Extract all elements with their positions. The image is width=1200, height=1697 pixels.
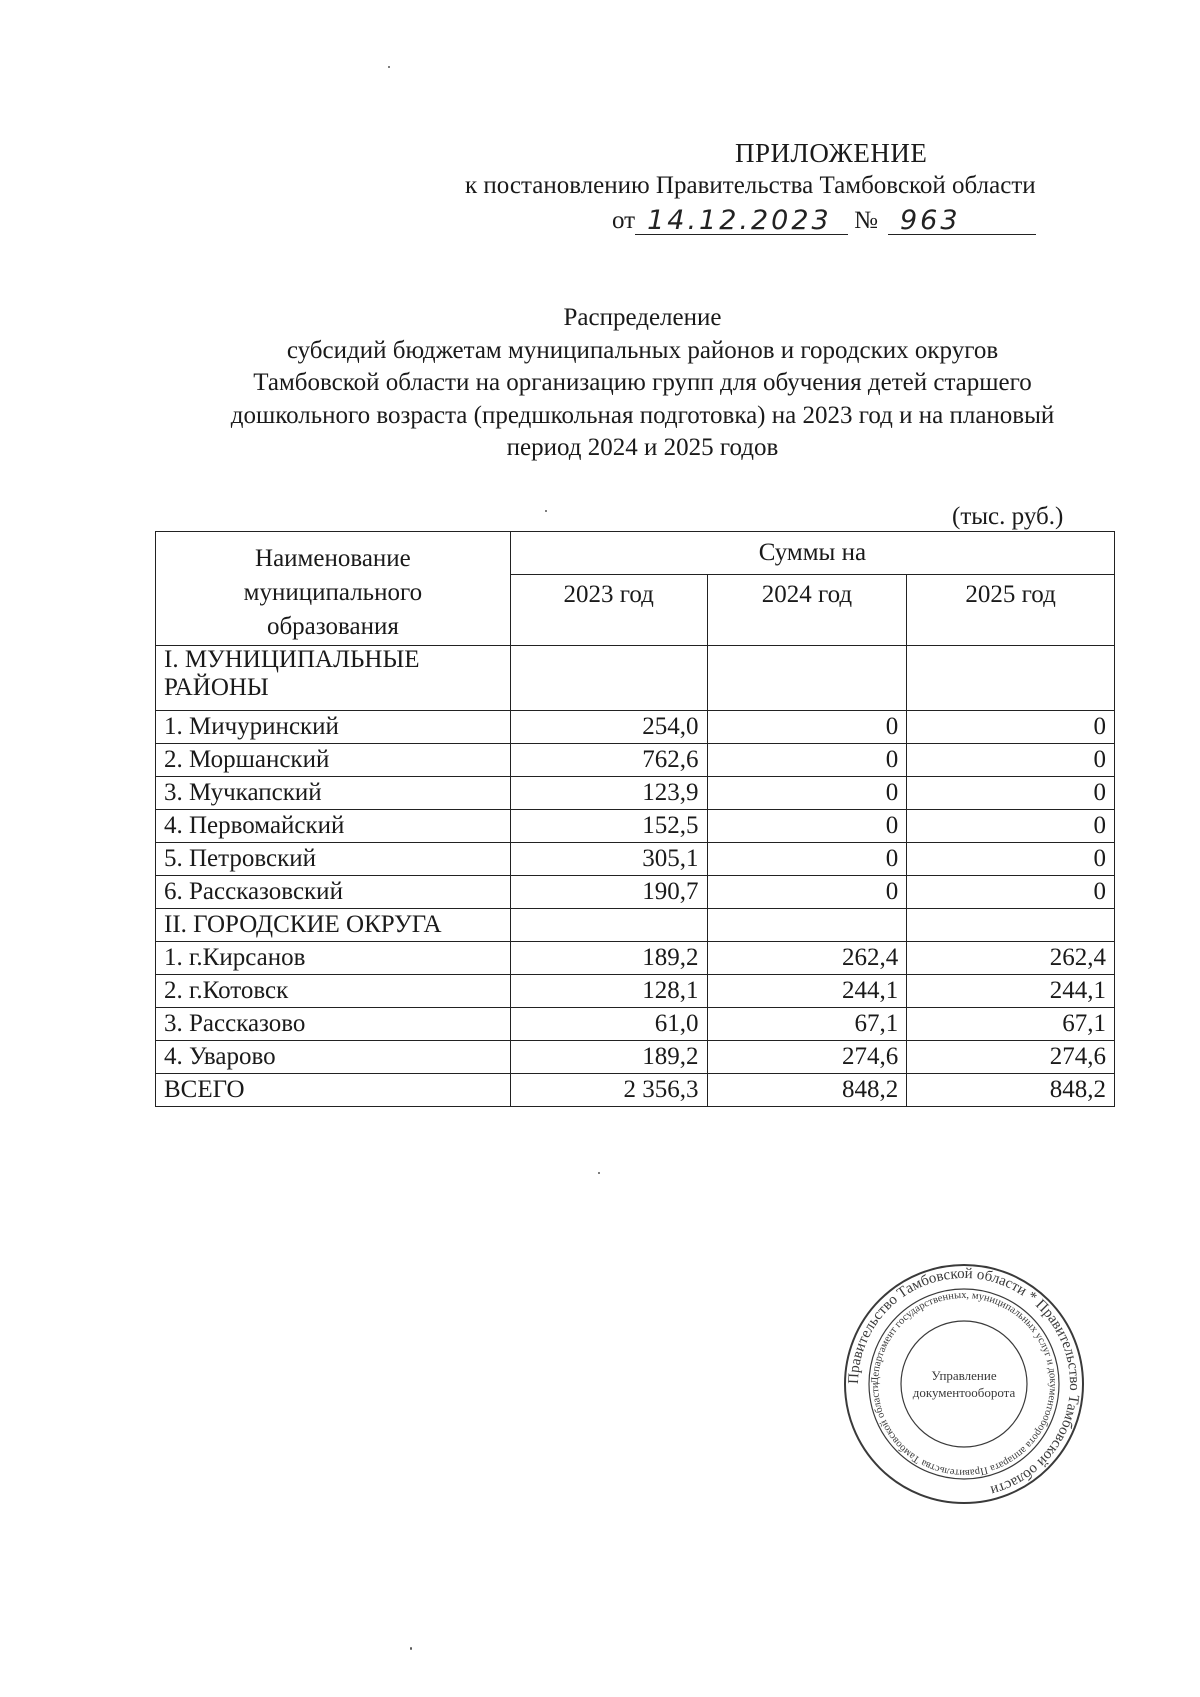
section-title-line: РАЙОНЫ bbox=[164, 674, 269, 701]
value-2024: 0 bbox=[707, 876, 907, 909]
value-2023: 128,1 bbox=[510, 975, 707, 1008]
table-row bbox=[156, 777, 1115, 810]
municipality-name: 3. Рассказово bbox=[156, 1008, 511, 1041]
header-municipality-line: муниципального bbox=[243, 579, 423, 606]
section-city-districts bbox=[156, 909, 1115, 942]
value-2023: 762,6 bbox=[510, 744, 707, 777]
municipality-name: 6. Рассказовский bbox=[156, 876, 511, 909]
date-prefix: от bbox=[612, 207, 636, 234]
seal-inner-text bbox=[870, 1290, 1058, 1478]
value-2023: 190,7 bbox=[510, 876, 707, 909]
value-2024: 274,6 bbox=[707, 1041, 907, 1074]
handwritten-date: 14.12.2023 bbox=[635, 208, 848, 235]
document-title-line: период 2024 и 2025 годов bbox=[506, 434, 779, 461]
value-2024: 0 bbox=[707, 744, 907, 777]
document-title-line: дошкольного возраста (предшкольная подготовка) на 2023 год и на плановый bbox=[230, 401, 1055, 429]
seal-outer-textpath: Правительство Тамбовской области * Правительство Тамбовской области bbox=[845, 1265, 1083, 1499]
appendix-dateline bbox=[612, 207, 1036, 235]
official-seal bbox=[842, 1262, 1086, 1506]
municipality-name: 1. Мичуринский bbox=[156, 711, 511, 744]
scan-speck bbox=[598, 1172, 600, 1174]
appendix-title: ПРИЛОЖЕНИЕ bbox=[735, 138, 928, 168]
value-2025: 67,1 bbox=[907, 1008, 1115, 1041]
subsidy-table bbox=[155, 531, 1115, 1107]
value-2025: 0 bbox=[907, 744, 1115, 777]
municipality-name: 1. г.Кирсанов bbox=[156, 942, 511, 975]
header-year-2025: 2025 год bbox=[907, 575, 1115, 646]
seal-middle-circle bbox=[869, 1289, 1059, 1479]
scan-speck bbox=[545, 510, 547, 512]
value-2023: 61,0 bbox=[510, 1008, 707, 1041]
municipality-name: 3. Мучкапский bbox=[156, 777, 511, 810]
header-year-2024: 2024 год bbox=[707, 575, 907, 646]
section-title: II. ГОРОДСКИЕ ОКРУГА bbox=[156, 909, 511, 942]
number-sign: № bbox=[854, 207, 878, 234]
value-2025: 0 bbox=[907, 876, 1115, 909]
municipality-name: 5. Петровский bbox=[156, 843, 511, 876]
value-2023: 189,2 bbox=[510, 942, 707, 975]
table-row bbox=[156, 711, 1115, 744]
empty-cell bbox=[907, 646, 1115, 711]
header-municipality bbox=[156, 532, 511, 646]
value-2024: 244,1 bbox=[707, 975, 907, 1008]
empty-cell bbox=[707, 646, 907, 711]
total-2023: 2 356,3 bbox=[510, 1074, 707, 1107]
total-label: ВСЕГО bbox=[156, 1074, 511, 1107]
value-2023: 254,0 bbox=[510, 711, 707, 744]
handwritten-number: 963 bbox=[888, 208, 1036, 235]
empty-cell bbox=[510, 909, 707, 942]
municipality-name: 4. Первомайский bbox=[156, 810, 511, 843]
empty-cell bbox=[707, 909, 907, 942]
table-row bbox=[156, 876, 1115, 909]
value-2024: 262,4 bbox=[707, 942, 907, 975]
table-row bbox=[156, 942, 1115, 975]
value-2025: 0 bbox=[907, 810, 1115, 843]
municipality-name: 4. Уварово bbox=[156, 1041, 511, 1074]
value-2025: 244,1 bbox=[907, 975, 1115, 1008]
seal-center-line: Управление bbox=[931, 1368, 997, 1383]
appendix-subtitle: к постановлению Правительства Тамбовской области bbox=[465, 172, 1036, 199]
document-title-line: субсидий бюджетам муниципальных районов и городских округов bbox=[286, 336, 999, 364]
municipality-name: 2. Моршанский bbox=[156, 744, 511, 777]
section-title-line: I. МУНИЦИПАЛЬНЫЕ bbox=[164, 646, 420, 673]
header-municipality-line: образования bbox=[266, 613, 399, 640]
table-row bbox=[156, 810, 1115, 843]
table-header-row bbox=[156, 532, 1115, 575]
value-2023: 123,9 bbox=[510, 777, 707, 810]
value-2025: 274,6 bbox=[907, 1041, 1115, 1074]
table-row bbox=[156, 744, 1115, 777]
section-title bbox=[156, 646, 511, 711]
municipality-name: 2. г.Котовск bbox=[156, 975, 511, 1008]
section-municipal-districts bbox=[156, 646, 1115, 711]
header-year-2023: 2023 год bbox=[510, 575, 707, 646]
header-municipality-line: Наименование bbox=[255, 545, 411, 572]
document-title bbox=[140, 302, 1145, 465]
value-2024: 0 bbox=[707, 777, 907, 810]
scan-speck bbox=[388, 66, 390, 68]
table-row bbox=[156, 975, 1115, 1008]
value-2025: 0 bbox=[907, 843, 1115, 876]
section2-body bbox=[156, 942, 1115, 1074]
value-2024: 0 bbox=[707, 711, 907, 744]
seal-inner-textpath: Департамент государственных, муниципальных услуг и документооборота аппарата Правительства Тамбовской области bbox=[869, 1289, 1059, 1479]
value-2025: 262,4 bbox=[907, 942, 1115, 975]
table-row bbox=[156, 1008, 1115, 1041]
table-row bbox=[156, 1041, 1115, 1074]
total-2025: 848,2 bbox=[907, 1074, 1115, 1107]
value-2023: 305,1 bbox=[510, 843, 707, 876]
value-2023: 152,5 bbox=[510, 810, 707, 843]
value-2024: 0 bbox=[707, 843, 907, 876]
value-2024: 0 bbox=[707, 810, 907, 843]
value-2024: 67,1 bbox=[707, 1008, 907, 1041]
value-2023: 189,2 bbox=[510, 1041, 707, 1074]
document-title-line: Тамбовской области на организацию групп для обучения детей старшего bbox=[253, 369, 1032, 396]
units-label: (тыс. руб.) bbox=[952, 503, 1064, 530]
total-2024: 848,2 bbox=[707, 1074, 907, 1107]
empty-cell bbox=[907, 909, 1115, 942]
empty-cell bbox=[510, 646, 707, 711]
value-2025: 0 bbox=[907, 711, 1115, 744]
seal-center-line: документооборота bbox=[912, 1385, 1016, 1400]
seal-inner-circle bbox=[901, 1321, 1027, 1447]
section1-body bbox=[156, 711, 1115, 909]
scan-speck bbox=[410, 1647, 412, 1650]
header-sums: Суммы на bbox=[510, 532, 1114, 575]
total-row bbox=[156, 1074, 1115, 1107]
table-row bbox=[156, 843, 1115, 876]
value-2025: 0 bbox=[907, 777, 1115, 810]
document-title-line: Распределение bbox=[563, 304, 722, 331]
